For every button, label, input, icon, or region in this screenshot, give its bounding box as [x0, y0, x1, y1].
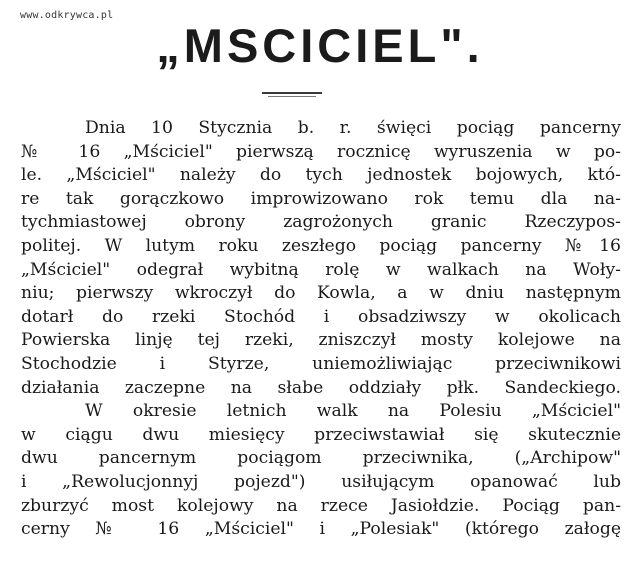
article-line: cerny № 16 „Mściciel" i „Polesiak" (którego załogę [21, 519, 621, 540]
article-line: Stochodzie i Styrze, uniemożliwiając przeciwnikowi [21, 353, 621, 374]
article-line: tychmiastowej obrony zagrożonych granic Rzeczypos- [21, 212, 621, 233]
article-line: dotarł do rzeki Stochód i obsadziwszy w okolicach [21, 306, 621, 327]
title-divider-underline [268, 96, 316, 97]
article-line: Dnia 10 Stycznia b. r. święci pociąg pancerny [85, 118, 621, 138]
article-line: re tak gorączkowo improwizowano rok temu dla na- [21, 188, 621, 209]
article-line: zburzyć most kolejowy na rzece Jasiołdzie. Pociąg pan- [21, 495, 621, 516]
article-line: działania zaczepne na słabe oddziały płk. Sandeckiego. [21, 377, 621, 398]
article-line: niu; pierwszy wkroczył do Kowla, a w dniu następnym [21, 283, 621, 304]
article-line: le. „Mściciel" należy do tych jednostek bojowych, któ- [21, 165, 621, 186]
article-line: i „Rewolucjonnyj pojezd") usiłującym opanować lub [21, 471, 621, 492]
watermark: www.odkrywca.pl [20, 10, 114, 21]
article-line: dwu pancernym pociągom przeciwnika, („Archipow" [21, 448, 621, 469]
title-divider [262, 92, 322, 94]
article-line: Powierska linję tej rzeki, zniszczył mosty kolejowe na [21, 330, 621, 351]
article-line: W okresie letnich walk na Polesiu „Mściciel" [85, 401, 621, 422]
article-body [21, 117, 621, 542]
article-line: „Mściciel" odegrał wybitną rolę w walkach na Woły- [21, 259, 621, 280]
article-line: w ciągu dwu miesięcy przeciwstawiał się skutecznie [21, 424, 621, 445]
article-line: politej. W lutym roku zeszłego pociąg pancerny №16 [21, 235, 621, 256]
article-line: № 16 „Mściciel" pierwszą rocznicę wyruszenia w po- [21, 141, 621, 162]
article-title: „MSCICIEL". [156, 19, 484, 72]
